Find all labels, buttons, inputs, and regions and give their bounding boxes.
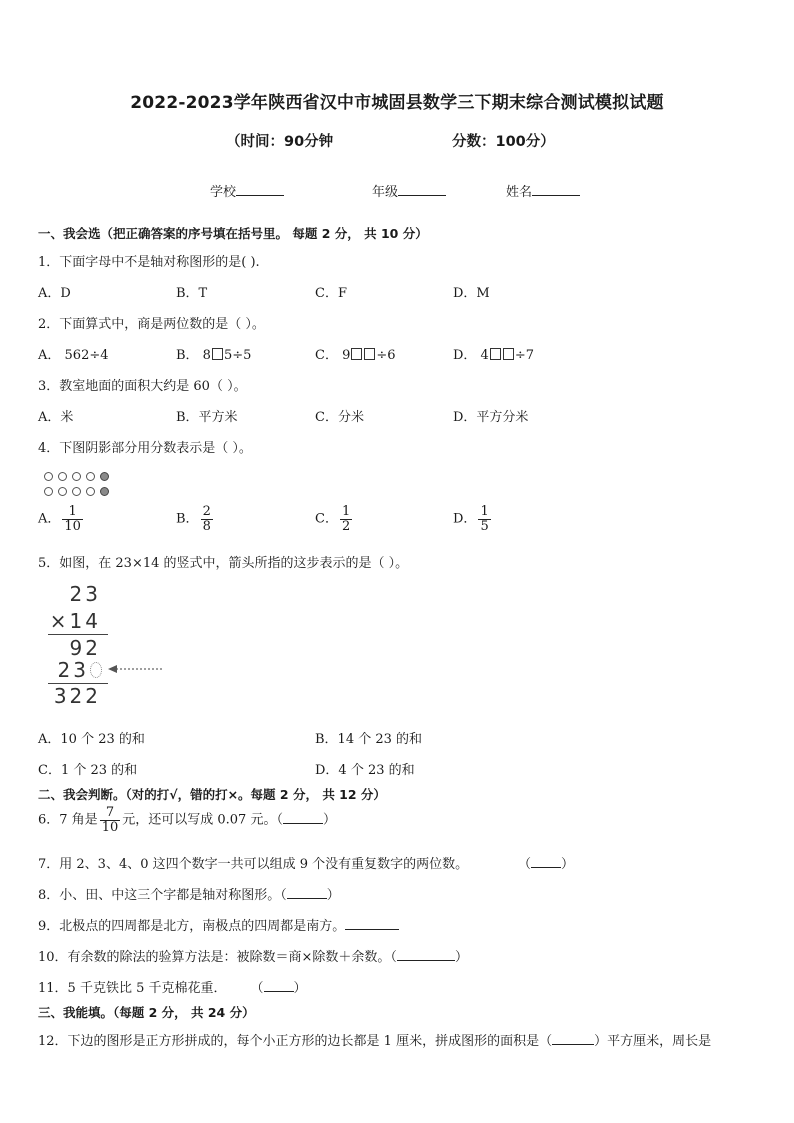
q4-option-a[interactable]: A． $\frac{1}{10}$ — [38, 504, 81, 534]
blank-square-icon — [212, 348, 223, 360]
fraction: $\frac{1}{10}$ — [64, 504, 81, 534]
exam-time: （时间：90分钟 — [226, 134, 334, 150]
circle — [72, 472, 81, 481]
grade-field: 年级 — [372, 181, 446, 200]
q10-answer-blank[interactable] — [397, 948, 455, 961]
question-6: 6．7 角是 $\frac{7}{10}$ 元，还可以写成 0.07 元。（ ） — [38, 805, 336, 835]
q2-option-d[interactable]: D． 4 ÷7 — [453, 348, 534, 363]
multiplicand: 23 — [69, 582, 101, 606]
school-blank[interactable] — [236, 183, 284, 196]
partial-product-1: 92 — [69, 636, 101, 660]
q1-option-c[interactable]: C．F — [315, 286, 347, 301]
page-title: 2022-2023学年陕西省汉中市城固县数学三下期末综合测试模拟试题 — [130, 93, 664, 113]
blank-square-icon — [503, 348, 514, 360]
product: 322 — [53, 684, 101, 708]
question-7: 7．用 2、3、4、0 这四个数字一共可以组成 9 个没有重复数字的两位数。 — [38, 857, 469, 872]
question-11: 11．5 千克铁比 5 千克棉花重． （ ） — [38, 981, 307, 996]
blank-square-icon — [490, 348, 501, 360]
fraction: $\frac{1}{2}$ — [341, 504, 351, 534]
question-2: 2．下面算式中，商是两位数的是（ ）。 — [38, 317, 265, 332]
circle — [44, 487, 53, 496]
fraction: $\frac{2}{8}$ — [202, 504, 211, 534]
section-2-heading: 二、我会判断。（对的打√，错的打×。每题 2 分， 共 12 分） — [38, 787, 386, 802]
circle — [72, 487, 81, 496]
q5-option-b[interactable]: B．14 个 23 的和 — [315, 732, 423, 747]
rule-line — [48, 634, 108, 635]
q1-option-d[interactable]: D．M — [453, 286, 490, 301]
grade-blank[interactable] — [398, 183, 446, 196]
question-3: 3．教室地面的面积大约是 60（ ）。 — [38, 379, 247, 394]
q6-answer-blank[interactable] — [283, 811, 323, 824]
question-9: 9．北极点的四周都是北方，南极点的四周都是南方。 — [38, 915, 399, 934]
question-1: 1．下面字母中不是轴对称图形的是( ). — [38, 255, 260, 270]
q3-option-d[interactable]: D．平方分米 — [453, 410, 529, 425]
exam-score: 分数：100分） — [452, 134, 555, 150]
q11-answer-blank[interactable] — [264, 979, 294, 992]
q5-option-d[interactable]: D．4 个 23 的和 — [315, 763, 415, 778]
question-10: 10．有余数的除法的验算方法是：被除数＝商×除数＋余数。（ ） — [38, 950, 468, 965]
blank-square-icon — [351, 348, 362, 360]
multiplier: ×14 — [49, 609, 101, 633]
q1-option-a[interactable]: A．D — [38, 286, 71, 301]
question-5: 5．如图，在 23×14 的竖式中，箭头所指的这步表示的是（ ）。 — [38, 556, 409, 571]
name-blank[interactable] — [532, 183, 580, 196]
shaded-circle — [100, 487, 109, 496]
section-3-heading: 三、我能填。（每题 2 分， 共 24 分） — [38, 1005, 255, 1020]
fraction: $\frac{7}{10}$ — [101, 805, 119, 835]
q3-option-a[interactable]: A．米 — [38, 410, 74, 425]
question-8: 8．小、田、中这三个字都是轴对称图形。（ ） — [38, 888, 340, 903]
vertical-multiplication-figure — [44, 582, 169, 712]
q4-option-d[interactable]: D． $\frac{1}{5}$ — [453, 504, 489, 534]
school-field: 学校 — [210, 181, 284, 200]
q4-option-b[interactable]: B． $\frac{2}{8}$ — [176, 504, 211, 534]
arrow-left-icon — [108, 662, 166, 676]
q2-option-c[interactable]: C． 9 ÷6 — [315, 348, 396, 363]
q2-option-b[interactable]: B． 8 5÷5 — [176, 348, 252, 363]
shaded-circle — [100, 472, 109, 481]
circle — [58, 472, 67, 481]
q2-option-a[interactable]: A． 562÷4 — [38, 348, 109, 363]
q9-answer-blank[interactable] — [345, 917, 399, 930]
circle — [44, 472, 53, 481]
placeholder-zero-icon — [90, 662, 102, 678]
question-12: 12．下边的图形是正方形拼成的，每个小正方形的边长都是 1 厘米，拼成图形的面积是（ ）平方厘米，周长是 — [38, 1034, 712, 1049]
circle — [86, 487, 95, 496]
partial-product-2: 23 — [57, 658, 89, 682]
name-field: 姓名 — [506, 181, 580, 200]
q1-option-b[interactable]: B．T — [176, 286, 208, 301]
q7-answer-blank[interactable] — [531, 855, 561, 868]
q5-option-c[interactable]: C．1 个 23 的和 — [38, 763, 138, 778]
section-1-heading: 一、我会选（把正确答案的序号填在括号里。 每题 2 分， 共 10 分） — [38, 226, 428, 241]
q3-option-c[interactable]: C．分米 — [315, 410, 364, 425]
q4-option-c[interactable]: C． $\frac{1}{2}$ — [315, 504, 351, 534]
q3-option-b[interactable]: B．平方米 — [176, 410, 238, 425]
q8-answer-blank[interactable] — [287, 886, 327, 899]
blank-square-icon — [364, 348, 375, 360]
circle — [58, 487, 67, 496]
q12-area-blank[interactable] — [552, 1032, 594, 1045]
fraction: $\frac{1}{5}$ — [480, 504, 489, 534]
q5-option-a[interactable]: A．10 个 23 的和 — [38, 732, 145, 747]
q7-answer[interactable]: （ ） — [518, 857, 575, 872]
circle — [86, 472, 95, 481]
question-4: 4．下图阴影部分用分数表示是（ ）。 — [38, 441, 252, 456]
